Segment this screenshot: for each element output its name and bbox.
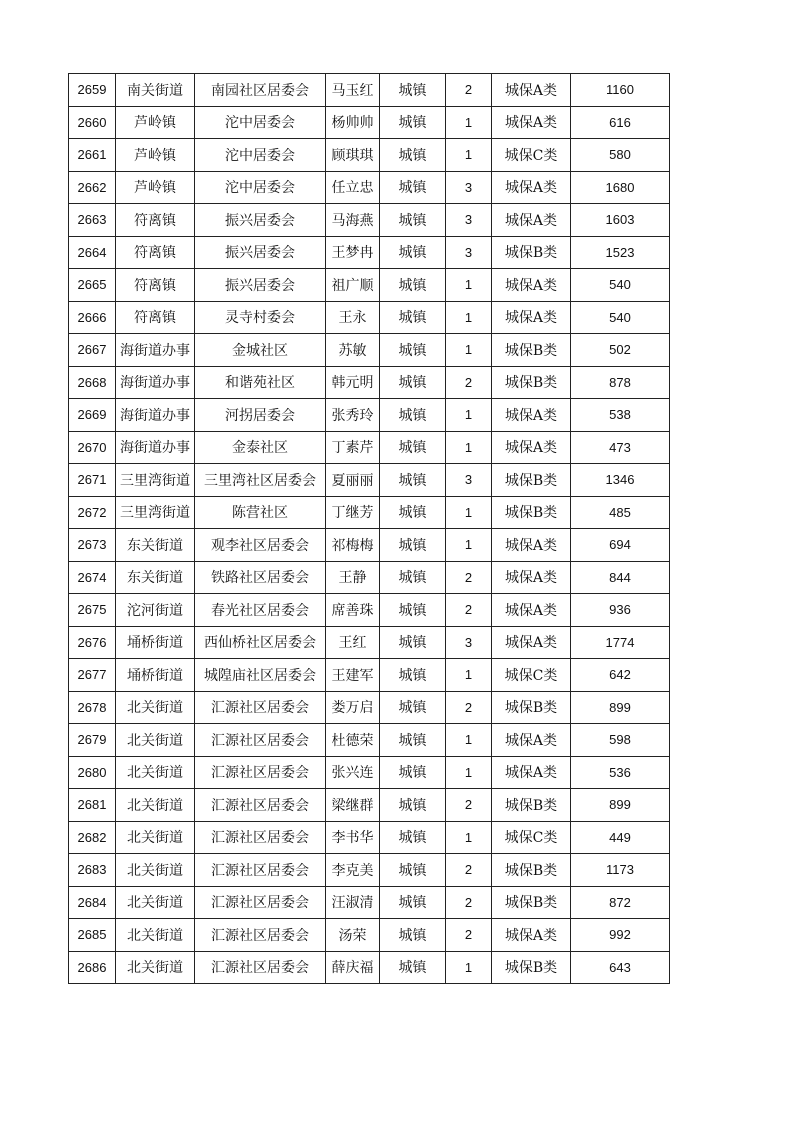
area-type-cell: 城镇 xyxy=(380,821,446,854)
community-cell: 和谐苑社区 xyxy=(195,366,326,399)
community-cell: 汇源社区居委会 xyxy=(195,724,326,757)
street-office-cell: 埇桥街道 xyxy=(116,659,195,692)
table-row xyxy=(69,724,670,757)
household-size-cell: 1 xyxy=(446,334,492,367)
street-office-cell: 埇桥街道 xyxy=(116,626,195,659)
street-office-cell: 北关街道 xyxy=(116,789,195,822)
amount-cell: 899 xyxy=(571,691,670,724)
amount-cell: 872 xyxy=(571,886,670,919)
street-office-cell: 符离镇 xyxy=(116,204,195,237)
record-number-cell: 2670 xyxy=(69,431,116,464)
household-size-cell: 2 xyxy=(446,74,492,107)
household-size-cell: 1 xyxy=(446,301,492,334)
record-number-cell: 2666 xyxy=(69,301,116,334)
household-size-cell: 2 xyxy=(446,594,492,627)
insurance-category-cell: 城保C类 xyxy=(492,821,571,854)
table-row xyxy=(69,789,670,822)
community-cell: 汇源社区居委会 xyxy=(195,691,326,724)
household-size-cell: 1 xyxy=(446,269,492,302)
community-cell: 振兴居委会 xyxy=(195,204,326,237)
person-name-cell: 王梦冉 xyxy=(326,236,380,269)
area-type-cell: 城镇 xyxy=(380,431,446,464)
table-row xyxy=(69,301,670,334)
street-office-cell: 北关街道 xyxy=(116,756,195,789)
street-office-cell: 北关街道 xyxy=(116,854,195,887)
person-name-cell: 苏敏 xyxy=(326,334,380,367)
table-row xyxy=(69,236,670,269)
table-row xyxy=(69,431,670,464)
record-number-cell: 2669 xyxy=(69,399,116,432)
insurance-category-cell: 城保B类 xyxy=(492,886,571,919)
person-name-cell: 夏丽丽 xyxy=(326,464,380,497)
area-type-cell: 城镇 xyxy=(380,74,446,107)
insurance-category-cell: 城保A类 xyxy=(492,724,571,757)
area-type-cell: 城镇 xyxy=(380,496,446,529)
area-type-cell: 城镇 xyxy=(380,886,446,919)
person-name-cell: 祖广顺 xyxy=(326,269,380,302)
amount-cell: 992 xyxy=(571,919,670,952)
insurance-category-cell: 城保A类 xyxy=(492,74,571,107)
record-number-cell: 2684 xyxy=(69,886,116,919)
community-cell: 三里湾社区居委会 xyxy=(195,464,326,497)
street-office-cell: 三里湾街道 xyxy=(116,464,195,497)
area-type-cell: 城镇 xyxy=(380,464,446,497)
record-number-cell: 2663 xyxy=(69,204,116,237)
amount-cell: 1523 xyxy=(571,236,670,269)
insurance-category-cell: 城保A类 xyxy=(492,171,571,204)
amount-cell: 538 xyxy=(571,399,670,432)
insurance-category-cell: 城保C类 xyxy=(492,139,571,172)
community-cell: 汇源社区居委会 xyxy=(195,951,326,984)
street-office-cell: 北关街道 xyxy=(116,919,195,952)
household-size-cell: 2 xyxy=(446,691,492,724)
street-office-cell: 海街道办事 xyxy=(116,399,195,432)
amount-cell: 485 xyxy=(571,496,670,529)
person-name-cell: 李书华 xyxy=(326,821,380,854)
area-type-cell: 城镇 xyxy=(380,626,446,659)
community-cell: 春光社区居委会 xyxy=(195,594,326,627)
table-row xyxy=(69,951,670,984)
record-number-cell: 2668 xyxy=(69,366,116,399)
street-office-cell: 北关街道 xyxy=(116,821,195,854)
table-row xyxy=(69,139,670,172)
person-name-cell: 顾琪琪 xyxy=(326,139,380,172)
household-size-cell: 1 xyxy=(446,106,492,139)
community-cell: 汇源社区居委会 xyxy=(195,756,326,789)
record-number-cell: 2680 xyxy=(69,756,116,789)
community-cell: 铁路社区居委会 xyxy=(195,561,326,594)
street-office-cell: 北关街道 xyxy=(116,951,195,984)
record-number-cell: 2678 xyxy=(69,691,116,724)
community-cell: 汇源社区居委会 xyxy=(195,821,326,854)
record-number-cell: 2665 xyxy=(69,269,116,302)
street-office-cell: 北关街道 xyxy=(116,691,195,724)
table-row xyxy=(69,756,670,789)
area-type-cell: 城镇 xyxy=(380,854,446,887)
insurance-category-cell: 城保B类 xyxy=(492,951,571,984)
area-type-cell: 城镇 xyxy=(380,951,446,984)
record-number-cell: 2674 xyxy=(69,561,116,594)
area-type-cell: 城镇 xyxy=(380,659,446,692)
insurance-category-cell: 城保B类 xyxy=(492,854,571,887)
person-name-cell: 李克美 xyxy=(326,854,380,887)
amount-cell: 536 xyxy=(571,756,670,789)
person-name-cell: 韩元明 xyxy=(326,366,380,399)
community-cell: 汇源社区居委会 xyxy=(195,919,326,952)
area-type-cell: 城镇 xyxy=(380,366,446,399)
area-type-cell: 城镇 xyxy=(380,236,446,269)
insurance-category-cell: 城保B类 xyxy=(492,496,571,529)
street-office-cell: 芦岭镇 xyxy=(116,106,195,139)
record-number-cell: 2685 xyxy=(69,919,116,952)
person-name-cell: 汤荣 xyxy=(326,919,380,952)
insurance-category-cell: 城保A类 xyxy=(492,529,571,562)
person-name-cell: 薛庆福 xyxy=(326,951,380,984)
table-row xyxy=(69,204,670,237)
household-size-cell: 2 xyxy=(446,789,492,822)
community-cell: 城隍庙社区居委会 xyxy=(195,659,326,692)
record-number-cell: 2661 xyxy=(69,139,116,172)
community-cell: 沱中居委会 xyxy=(195,139,326,172)
amount-cell: 1680 xyxy=(571,171,670,204)
insurance-category-cell: 城保B类 xyxy=(492,789,571,822)
person-name-cell: 汪淑清 xyxy=(326,886,380,919)
amount-cell: 878 xyxy=(571,366,670,399)
record-number-cell: 2659 xyxy=(69,74,116,107)
person-name-cell: 娄万启 xyxy=(326,691,380,724)
amount-cell: 1603 xyxy=(571,204,670,237)
insurance-category-cell: 城保A类 xyxy=(492,626,571,659)
area-type-cell: 城镇 xyxy=(380,919,446,952)
area-type-cell: 城镇 xyxy=(380,334,446,367)
household-size-cell: 1 xyxy=(446,821,492,854)
area-type-cell: 城镇 xyxy=(380,269,446,302)
household-size-cell: 1 xyxy=(446,951,492,984)
community-cell: 西仙桥社区居委会 xyxy=(195,626,326,659)
amount-cell: 936 xyxy=(571,594,670,627)
person-name-cell: 丁素芹 xyxy=(326,431,380,464)
beneficiary-table xyxy=(68,73,670,984)
amount-cell: 844 xyxy=(571,561,670,594)
household-size-cell: 1 xyxy=(446,659,492,692)
insurance-category-cell: 城保A类 xyxy=(492,269,571,302)
community-cell: 陈营社区 xyxy=(195,496,326,529)
table-row xyxy=(69,561,670,594)
insurance-category-cell: 城保B类 xyxy=(492,236,571,269)
person-name-cell: 王建军 xyxy=(326,659,380,692)
person-name-cell: 席善珠 xyxy=(326,594,380,627)
insurance-category-cell: 城保A类 xyxy=(492,756,571,789)
table-row xyxy=(69,74,670,107)
table-row xyxy=(69,821,670,854)
table-row xyxy=(69,886,670,919)
person-name-cell: 张秀玲 xyxy=(326,399,380,432)
person-name-cell: 杜德荣 xyxy=(326,724,380,757)
household-size-cell: 3 xyxy=(446,464,492,497)
area-type-cell: 城镇 xyxy=(380,529,446,562)
household-size-cell: 3 xyxy=(446,626,492,659)
area-type-cell: 城镇 xyxy=(380,724,446,757)
insurance-category-cell: 城保A类 xyxy=(492,106,571,139)
community-cell: 汇源社区居委会 xyxy=(195,886,326,919)
area-type-cell: 城镇 xyxy=(380,561,446,594)
amount-cell: 502 xyxy=(571,334,670,367)
person-name-cell: 马玉红 xyxy=(326,74,380,107)
amount-cell: 642 xyxy=(571,659,670,692)
household-size-cell: 3 xyxy=(446,236,492,269)
record-number-cell: 2664 xyxy=(69,236,116,269)
amount-cell: 540 xyxy=(571,301,670,334)
amount-cell: 580 xyxy=(571,139,670,172)
area-type-cell: 城镇 xyxy=(380,756,446,789)
street-office-cell: 南关街道 xyxy=(116,74,195,107)
street-office-cell: 东关街道 xyxy=(116,529,195,562)
community-cell: 河拐居委会 xyxy=(195,399,326,432)
insurance-category-cell: 城保C类 xyxy=(492,659,571,692)
table-row xyxy=(69,919,670,952)
household-size-cell: 2 xyxy=(446,854,492,887)
street-office-cell: 海街道办事 xyxy=(116,431,195,464)
area-type-cell: 城镇 xyxy=(380,691,446,724)
table-row xyxy=(69,594,670,627)
area-type-cell: 城镇 xyxy=(380,789,446,822)
record-number-cell: 2683 xyxy=(69,854,116,887)
community-cell: 南园社区居委会 xyxy=(195,74,326,107)
community-cell: 沱中居委会 xyxy=(195,171,326,204)
record-number-cell: 2660 xyxy=(69,106,116,139)
area-type-cell: 城镇 xyxy=(380,204,446,237)
amount-cell: 1160 xyxy=(571,74,670,107)
street-office-cell: 芦岭镇 xyxy=(116,171,195,204)
person-name-cell: 任立忠 xyxy=(326,171,380,204)
insurance-category-cell: 城保A类 xyxy=(492,399,571,432)
document-page xyxy=(68,73,670,984)
table-row xyxy=(69,269,670,302)
insurance-category-cell: 城保B类 xyxy=(492,334,571,367)
community-cell: 振兴居委会 xyxy=(195,236,326,269)
record-number-cell: 2681 xyxy=(69,789,116,822)
household-size-cell: 1 xyxy=(446,496,492,529)
street-office-cell: 海街道办事 xyxy=(116,366,195,399)
household-size-cell: 1 xyxy=(446,399,492,432)
table-row xyxy=(69,366,670,399)
person-name-cell: 梁继群 xyxy=(326,789,380,822)
amount-cell: 899 xyxy=(571,789,670,822)
street-office-cell: 芦岭镇 xyxy=(116,139,195,172)
community-cell: 沱中居委会 xyxy=(195,106,326,139)
record-number-cell: 2667 xyxy=(69,334,116,367)
insurance-category-cell: 城保B类 xyxy=(492,691,571,724)
person-name-cell: 张兴连 xyxy=(326,756,380,789)
table-row xyxy=(69,464,670,497)
community-cell: 汇源社区居委会 xyxy=(195,789,326,822)
street-office-cell: 三里湾街道 xyxy=(116,496,195,529)
insurance-category-cell: 城保A类 xyxy=(492,431,571,464)
table-body xyxy=(69,74,670,984)
amount-cell: 473 xyxy=(571,431,670,464)
community-cell: 汇源社区居委会 xyxy=(195,854,326,887)
insurance-category-cell: 城保A类 xyxy=(492,301,571,334)
insurance-category-cell: 城保A类 xyxy=(492,204,571,237)
household-size-cell: 2 xyxy=(446,919,492,952)
record-number-cell: 2662 xyxy=(69,171,116,204)
household-size-cell: 1 xyxy=(446,724,492,757)
street-office-cell: 北关街道 xyxy=(116,886,195,919)
record-number-cell: 2675 xyxy=(69,594,116,627)
amount-cell: 694 xyxy=(571,529,670,562)
community-cell: 金泰社区 xyxy=(195,431,326,464)
street-office-cell: 东关街道 xyxy=(116,561,195,594)
table-row xyxy=(69,854,670,887)
table-row xyxy=(69,626,670,659)
amount-cell: 598 xyxy=(571,724,670,757)
household-size-cell: 1 xyxy=(446,756,492,789)
record-number-cell: 2672 xyxy=(69,496,116,529)
amount-cell: 643 xyxy=(571,951,670,984)
record-number-cell: 2679 xyxy=(69,724,116,757)
household-size-cell: 2 xyxy=(446,886,492,919)
community-cell: 金城社区 xyxy=(195,334,326,367)
person-name-cell: 王红 xyxy=(326,626,380,659)
amount-cell: 1173 xyxy=(571,854,670,887)
household-size-cell: 1 xyxy=(446,431,492,464)
street-office-cell: 北关街道 xyxy=(116,724,195,757)
household-size-cell: 1 xyxy=(446,529,492,562)
record-number-cell: 2682 xyxy=(69,821,116,854)
area-type-cell: 城镇 xyxy=(380,139,446,172)
household-size-cell: 3 xyxy=(446,171,492,204)
amount-cell: 1774 xyxy=(571,626,670,659)
household-size-cell: 2 xyxy=(446,561,492,594)
table-row xyxy=(69,171,670,204)
record-number-cell: 2671 xyxy=(69,464,116,497)
community-cell: 灵寺村委会 xyxy=(195,301,326,334)
amount-cell: 449 xyxy=(571,821,670,854)
amount-cell: 616 xyxy=(571,106,670,139)
area-type-cell: 城镇 xyxy=(380,106,446,139)
amount-cell: 1346 xyxy=(571,464,670,497)
area-type-cell: 城镇 xyxy=(380,594,446,627)
table-row xyxy=(69,334,670,367)
table-row xyxy=(69,691,670,724)
table-row xyxy=(69,399,670,432)
table-row xyxy=(69,106,670,139)
table-row xyxy=(69,529,670,562)
insurance-category-cell: 城保B类 xyxy=(492,366,571,399)
street-office-cell: 沱河街道 xyxy=(116,594,195,627)
street-office-cell: 符离镇 xyxy=(116,236,195,269)
record-number-cell: 2676 xyxy=(69,626,116,659)
street-office-cell: 符离镇 xyxy=(116,301,195,334)
area-type-cell: 城镇 xyxy=(380,301,446,334)
community-cell: 观李社区居委会 xyxy=(195,529,326,562)
person-name-cell: 丁继芳 xyxy=(326,496,380,529)
insurance-category-cell: 城保A类 xyxy=(492,919,571,952)
person-name-cell: 马海燕 xyxy=(326,204,380,237)
area-type-cell: 城镇 xyxy=(380,399,446,432)
insurance-category-cell: 城保A类 xyxy=(492,594,571,627)
person-name-cell: 王永 xyxy=(326,301,380,334)
person-name-cell: 祁梅梅 xyxy=(326,529,380,562)
record-number-cell: 2686 xyxy=(69,951,116,984)
household-size-cell: 2 xyxy=(446,366,492,399)
street-office-cell: 符离镇 xyxy=(116,269,195,302)
insurance-category-cell: 城保A类 xyxy=(492,561,571,594)
community-cell: 振兴居委会 xyxy=(195,269,326,302)
area-type-cell: 城镇 xyxy=(380,171,446,204)
household-size-cell: 3 xyxy=(446,204,492,237)
table-row xyxy=(69,659,670,692)
street-office-cell: 海街道办事 xyxy=(116,334,195,367)
table-row xyxy=(69,496,670,529)
insurance-category-cell: 城保B类 xyxy=(492,464,571,497)
record-number-cell: 2677 xyxy=(69,659,116,692)
amount-cell: 540 xyxy=(571,269,670,302)
person-name-cell: 杨帅帅 xyxy=(326,106,380,139)
person-name-cell: 王静 xyxy=(326,561,380,594)
household-size-cell: 1 xyxy=(446,139,492,172)
record-number-cell: 2673 xyxy=(69,529,116,562)
